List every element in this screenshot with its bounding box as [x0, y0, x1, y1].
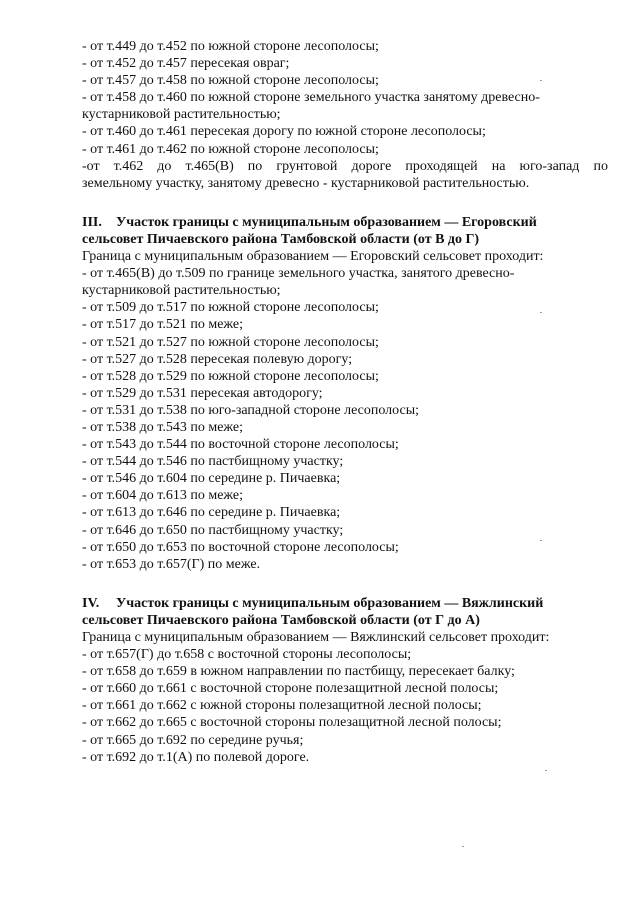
section-3-list [82, 265, 608, 573]
list-item: - от т.653 до т.657(Г) по меже. [82, 556, 261, 572]
list-item: - от т.531 до т.538 по юго-западной стороне лесополосы; [82, 402, 419, 418]
scan-speck [540, 540, 542, 541]
scan-speck [545, 770, 547, 771]
list-item: -от т.462 до т.465(В) по грунтовой дороге проходящей на юго-запад по [82, 158, 608, 174]
list-item: - от т.662 до т.665 с восточной стороны полезащитной лесной полосы; [82, 715, 502, 731]
intro-list [82, 38, 608, 192]
list-item: - от т.538 до т.543 по меже; [82, 419, 244, 435]
section-3 [82, 214, 608, 573]
list-item: - от т.665 до т.692 по середине ручья; [82, 732, 304, 748]
list-item: - от т.529 до т.531 пересекая автодорогу; [82, 385, 323, 401]
list-item: - от т.527 до т.528 пересекая полевую дорогу; [82, 351, 353, 367]
list-item: кустарниковой растительностью; [82, 107, 281, 123]
list-item: - от т.458 до т.460 по южной стороне земельного участка занятому древесно- [82, 90, 540, 106]
list-item: - от т.660 до т.661 с восточной стороне полезащитной лесной полосы; [82, 681, 499, 697]
list-item: - от т.692 до т.1(А) по полевой дороге. [82, 749, 310, 765]
list-item: - от т.544 до т.546 по пастбищному участку; [82, 454, 344, 470]
scan-speck [540, 312, 542, 313]
list-item: - от т.449 до т.452 по южной стороне лесополосы; [82, 39, 379, 54]
list-item: - от т.546 до т.604 по середине р. Пичаевка; [82, 471, 341, 487]
document-page [82, 38, 608, 766]
list-item: - от т.460 до т.461 пересекая дорогу по южной стороне лесополосы; [82, 124, 486, 140]
list-item: - от т.604 до т.613 по меже; [82, 488, 244, 504]
list-item: - от т.517 до т.521 по меже; [82, 317, 244, 333]
section-4 [82, 595, 608, 766]
section-4-list [82, 646, 608, 766]
list-item: - от т.509 до т.517 по южной стороне лесополосы; [82, 300, 379, 316]
list-item: - от т.461 до т.462 по южной стороне лесополосы; [82, 141, 379, 157]
section-4-intro: Граница с муниципальным образованием — Вяжлинский сельсовет проходит: [82, 630, 550, 645]
list-item: - от т.613 до т.646 по середине р. Пичаевка; [82, 505, 341, 521]
section-3-title-line1: Участок границы с муниципальным образованием — Егоровский [116, 214, 537, 230]
section-3-heading [82, 214, 608, 231]
list-item: - от т.457 до т.458 по южной стороне лесополосы; [82, 73, 379, 89]
scan-speck [540, 80, 542, 81]
section-3-number: III. [82, 214, 102, 230]
list-item: - от т.521 до т.527 по южной стороне лесополосы; [82, 334, 379, 350]
section-3-intro: Граница с муниципальным образованием — Егоровский сельсовет проходит: [82, 249, 544, 265]
list-item: - от т.661 до т.662 с южной стороны полезащитной лесной полосы; [82, 698, 482, 714]
list-item: - от т.543 до т.544 по восточной стороне лесополосы; [82, 437, 399, 453]
list-item: - от т.465(В) до т.509 по границе земельного участка, занятого древесно- [82, 266, 515, 282]
list-item: кустарниковой растительностью; [82, 283, 281, 299]
list-item: - от т.650 до т.653 по восточной стороне лесополосы; [82, 539, 399, 555]
list-item: - от т.657(Г) до т.658 с восточной стороны лесополосы; [82, 647, 412, 663]
section-4-title-line1: Участок границы с муниципальным образованием — Вяжлинский [116, 595, 544, 611]
section-3-title-line2: сельсовет Пичаевского района Тамбовской области (от В до Г) [82, 231, 480, 247]
list-item: - от т.452 до т.457 пересекая овраг; [82, 56, 290, 72]
scan-speck [462, 846, 464, 847]
list-item: - от т.528 до т.529 по южной стороне лесополосы; [82, 368, 379, 384]
section-4-number: IV. [82, 595, 100, 611]
section-4-title-line2: сельсовет Пичаевского района Тамбовской области (от Г до А) [82, 612, 480, 628]
list-item: - от т.658 до т.659 в южном направлении по пастбищу, пересекает балку; [82, 664, 515, 680]
list-item: земельному участку, занятому древесно - кустарниковой растительностью. [82, 175, 530, 191]
section-4-heading [82, 595, 608, 612]
list-item: - от т.646 до т.650 по пастбищному участку; [82, 522, 344, 538]
